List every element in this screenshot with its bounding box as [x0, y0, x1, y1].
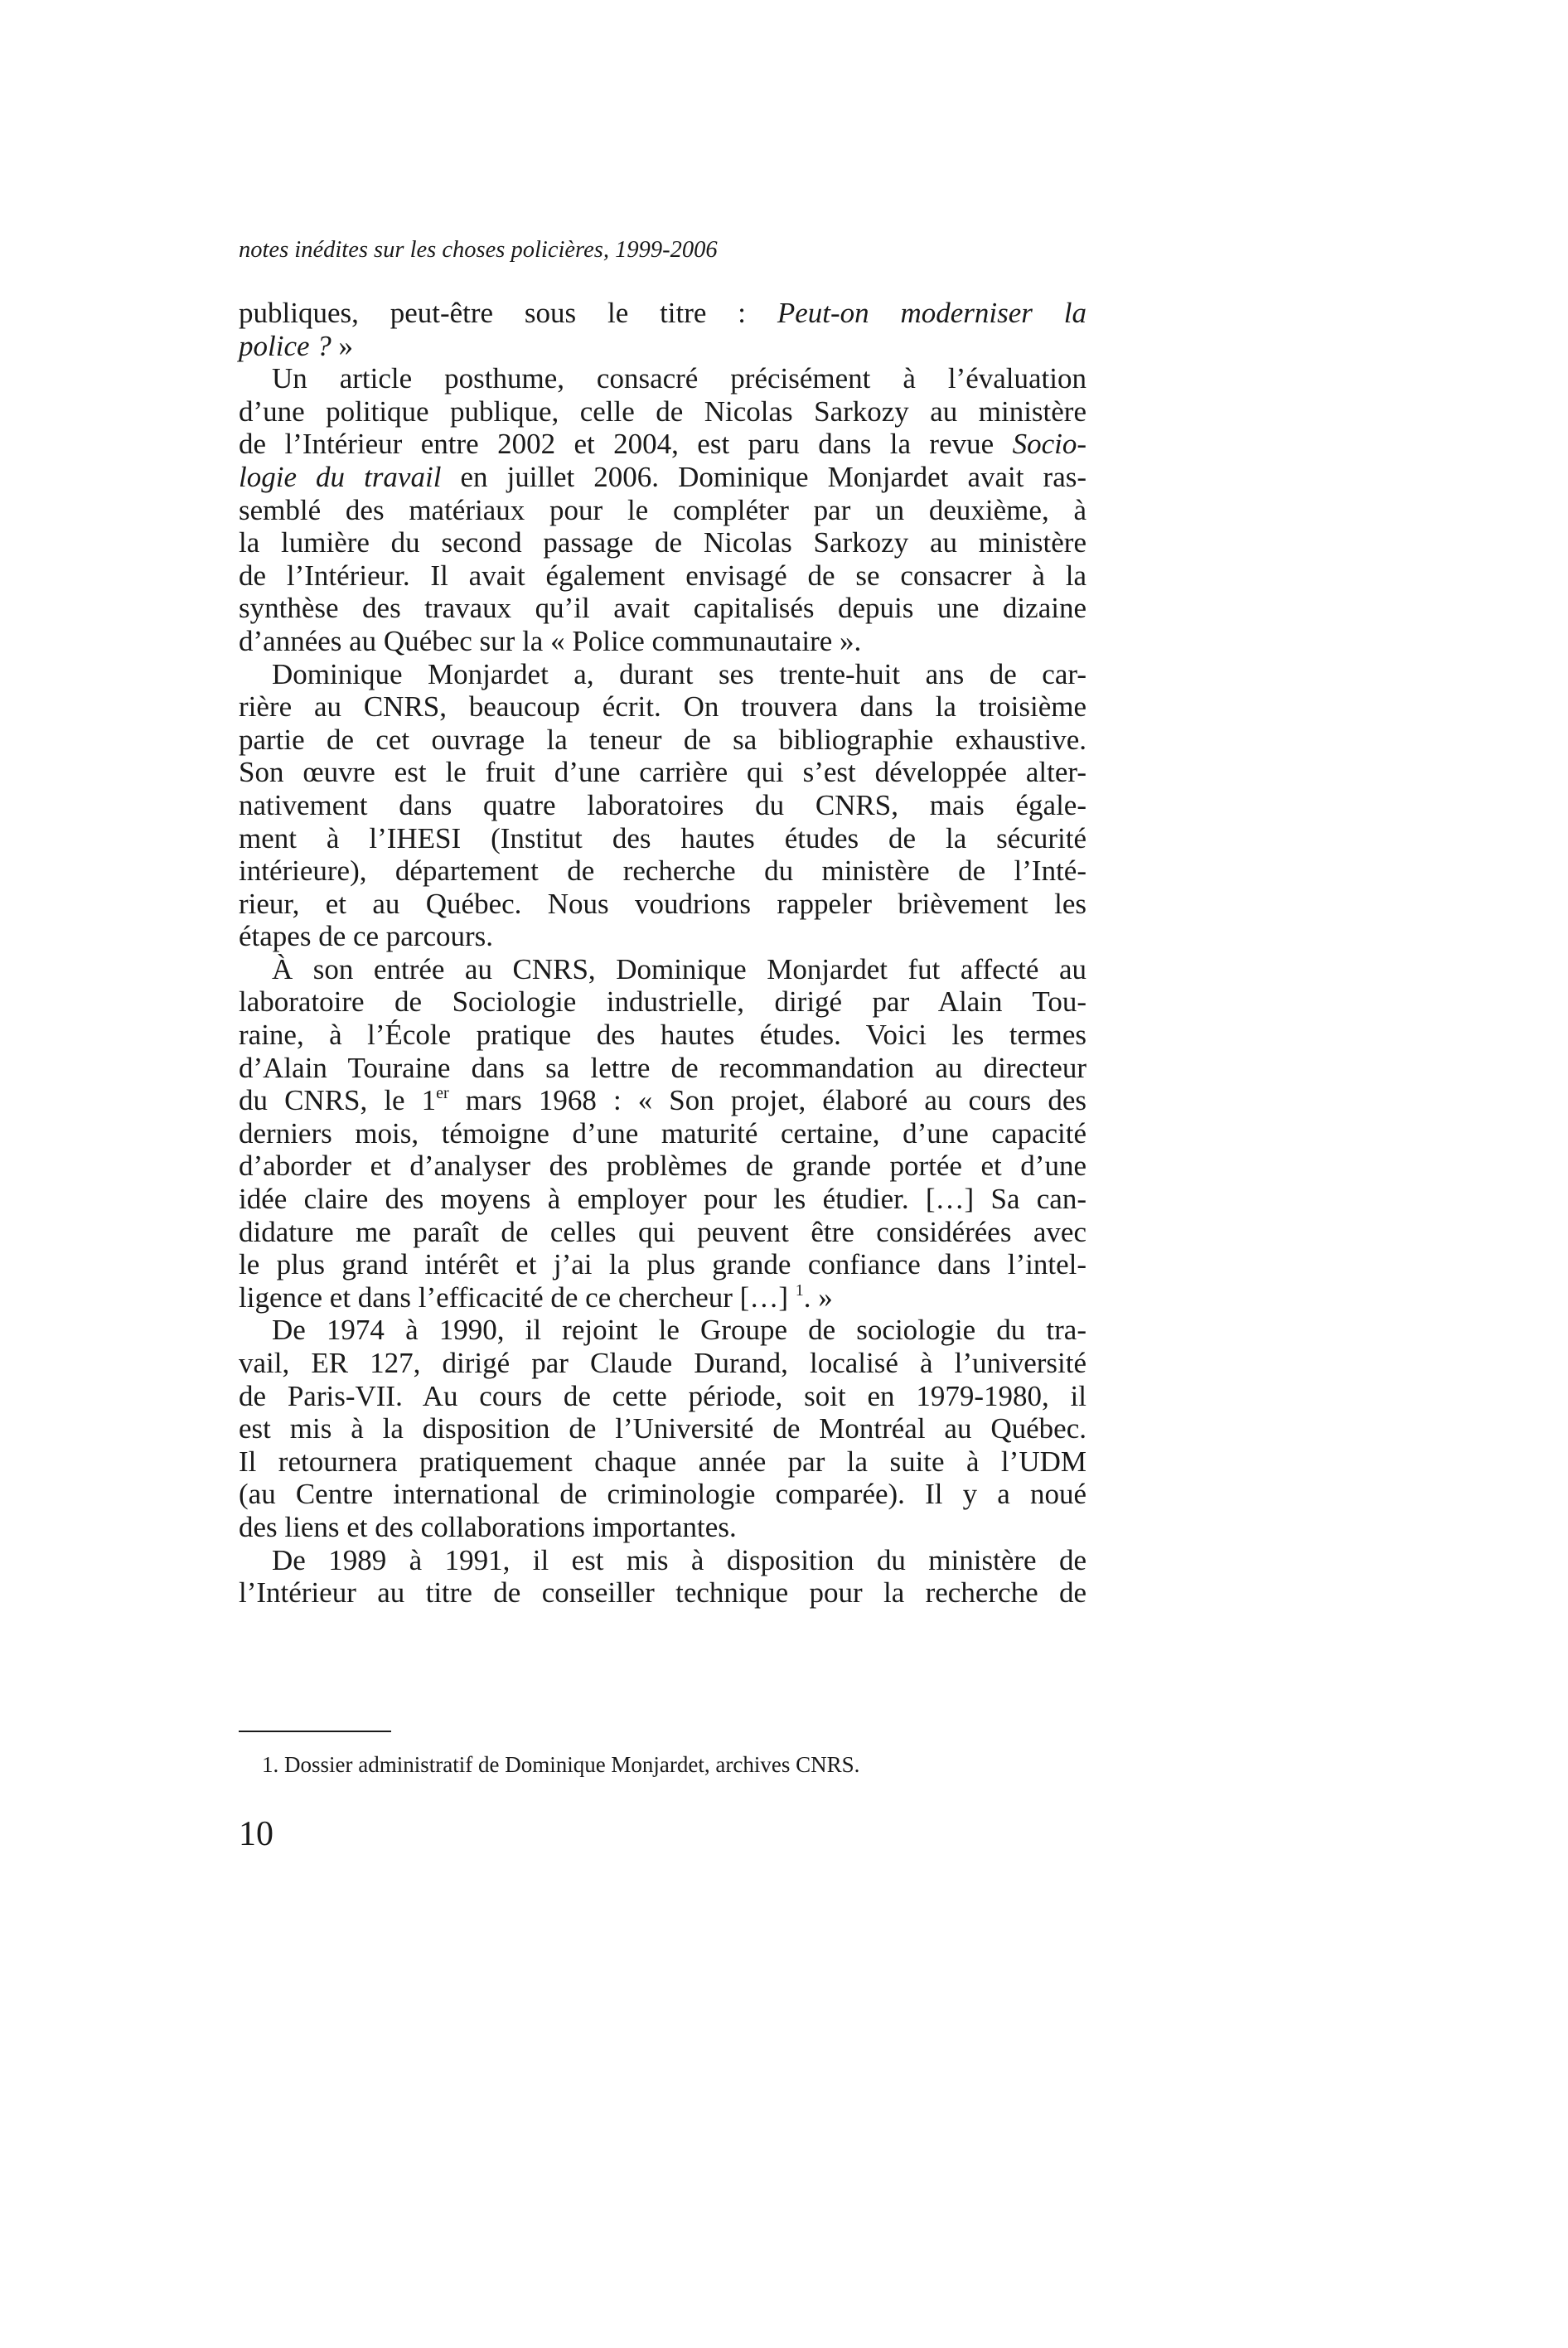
text-segment: logie du travail — [239, 460, 442, 493]
text-segment: De 1974 à 1990, il rejoint le Groupe de sociologie du tra- — [272, 1314, 1086, 1347]
text-line — [239, 953, 1086, 986]
text-line — [239, 1084, 1086, 1117]
text-line — [239, 1478, 1086, 1511]
text-line — [239, 625, 1086, 658]
text-line — [239, 461, 1086, 494]
text-line — [239, 428, 1086, 461]
text-segment: mars 1968 : « Son projet, élaboré au cours des — [448, 1084, 1086, 1117]
text-segment: des liens et des collaborations importantes. — [239, 1510, 737, 1543]
text-line — [239, 822, 1086, 855]
text-line — [239, 297, 1086, 330]
text-segment: en juillet 2006. Dominique Monjardet avait ras- — [441, 460, 1086, 493]
text-segment: vail, ER 127, dirigé par Claude Durand, localisé à l’université — [239, 1347, 1086, 1379]
text-segment: synthèse des travaux qu’il avait capitalisés depuis une dizaine — [239, 592, 1086, 625]
text-segment: derniers mois, témoigne d’une maturité certaine, d’une capacité — [239, 1116, 1086, 1150]
text-line — [239, 1412, 1086, 1445]
text-line — [239, 1347, 1086, 1380]
text-segment: raine, à l’École pratique des hautes études. Voici les termes — [239, 1019, 1086, 1052]
text-segment: semblé des matériaux pour le compléter par un deuxième, à — [239, 493, 1086, 526]
text-segment: Dominique Monjardet a, durant ses trente-huit ans de car- — [272, 657, 1086, 690]
text-line — [239, 362, 1086, 395]
text-line — [239, 395, 1086, 428]
text-segment: (au Centre international de criminologie comparée). Il y a noué — [239, 1478, 1086, 1511]
text-line — [239, 724, 1086, 757]
text-segment: de l’Intérieur entre 2002 et 2004, est paru dans la revue — [239, 428, 1013, 461]
text-line — [239, 1150, 1086, 1183]
footnote-rule — [239, 1731, 391, 1732]
footnote: 1. Dossier administratif de Dominique Monjardet, archives CNRS. — [262, 1752, 860, 1777]
text-segment: Un article posthume, consacré précisément à l’évaluation — [272, 362, 1086, 395]
text-line — [239, 1019, 1086, 1052]
text-segment: idée claire des moyens à employer pour les étudier. […] Sa can- — [239, 1183, 1086, 1216]
text-segment: de Paris-VII. Au cours de cette période, soit en 1979-1980, il — [239, 1379, 1086, 1412]
text-line — [239, 920, 1086, 953]
text-segment: Socio- — [1012, 428, 1086, 461]
running-head: notes inédites sur les choses policières, 1999-2006 — [239, 237, 718, 263]
text-line — [239, 1117, 1086, 1150]
text-line — [239, 985, 1086, 1019]
text-segment: du CNRS, le 1 — [239, 1084, 437, 1117]
text-line — [239, 494, 1086, 527]
text-segment: ment à l’IHESI (Institut des hautes études de la sécurité — [239, 821, 1086, 854]
text-line — [239, 854, 1086, 888]
text-segment: Son œuvre est le fruit d’une carrière qui s’est développée alter- — [239, 756, 1086, 789]
text-line — [239, 690, 1086, 724]
text-line — [239, 1445, 1086, 1479]
text-segment: la lumière du second passage de Nicolas Sarkozy au ministère — [239, 526, 1086, 559]
text-segment: didature me paraît de celles qui peuvent être considérées avec — [239, 1215, 1086, 1248]
text-segment: partie de cet ouvrage la teneur de sa bibliographie exhaustive. — [239, 723, 1086, 756]
text-segment: De 1989 à 1991, il est mis à disposition du ministère de — [272, 1543, 1086, 1576]
text-line — [239, 1314, 1086, 1347]
text-segment: rieur, et au Québec. Nous voudrions rappeler brièvement les — [239, 887, 1086, 920]
text-segment: . » — [803, 1281, 833, 1314]
text-line — [239, 756, 1086, 789]
text-segment: À son entrée au CNRS, Dominique Monjardet fut affecté au — [272, 952, 1086, 985]
text-segment: police ? — [239, 329, 332, 362]
text-line — [239, 559, 1086, 593]
text-line — [239, 1511, 1086, 1544]
text-segment: rière au CNRS, beaucoup écrit. On trouvera dans la troisième — [239, 690, 1086, 724]
body-text — [239, 297, 1086, 1610]
text-line — [239, 1544, 1086, 1577]
text-segment: d’Alain Touraine dans sa lettre de recommandation au directeur — [239, 1051, 1086, 1084]
text-line — [239, 526, 1086, 559]
text-line — [239, 1248, 1086, 1281]
text-line — [239, 1216, 1086, 1249]
text-segment: Il retournera pratiquement chaque année par la suite à l’UDM — [239, 1445, 1086, 1478]
text-line — [239, 1183, 1086, 1216]
text-line — [239, 1281, 1086, 1314]
text-segment: est mis à la disposition de l’Université de Montréal au Québec. — [239, 1412, 1086, 1445]
text-line — [239, 330, 1086, 363]
text-line — [239, 658, 1086, 691]
text-segment: publiques, peut-être sous le titre : — [239, 297, 777, 329]
superscript: 1 — [795, 1281, 804, 1300]
text-segment: étapes de ce parcours. — [239, 920, 494, 953]
text-line — [239, 888, 1086, 921]
superscript: er — [436, 1084, 449, 1103]
text-segment: de l’Intérieur. Il avait également envisagé de se consacrer à la — [239, 559, 1086, 592]
text-segment: » — [331, 329, 354, 362]
text-segment: d’une politique publique, celle de Nicolas Sarkozy au ministère — [239, 395, 1086, 428]
text-line — [239, 1380, 1086, 1413]
text-segment: l’Intérieur au titre de conseiller technique pour la recherche de — [239, 1576, 1086, 1610]
text-segment: d’années au Québec sur la « Police communautaire ». — [239, 624, 862, 657]
text-line — [239, 1576, 1086, 1610]
text-segment: laboratoire de Sociologie industrielle, dirigé par Alain Tou- — [239, 985, 1086, 1019]
text-segment: nativement dans quatre laboratoires du CNRS, mais égale- — [239, 788, 1086, 821]
text-line — [239, 789, 1086, 822]
text-line — [239, 592, 1086, 625]
page-number: 10 — [239, 1815, 273, 1853]
text-segment: intérieure), département de recherche du ministère de l’Inté- — [239, 854, 1086, 888]
text-segment: le plus grand intérêt et j’ai la plus grande confiance dans l’intel- — [239, 1248, 1086, 1281]
text-segment: d’aborder et d’analyser des problèmes de grande portée et d’une — [239, 1150, 1086, 1183]
text-segment: ligence et dans l’efficacité de ce chercheur […] — [239, 1281, 796, 1314]
text-line — [239, 1052, 1086, 1085]
text-segment: Peut-on moderniser la — [777, 297, 1086, 329]
